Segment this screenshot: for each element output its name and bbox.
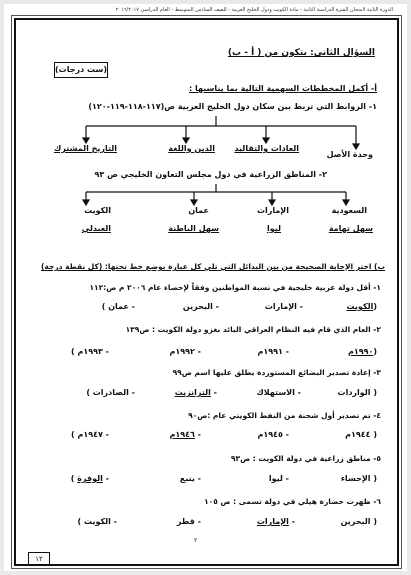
mcq-question: ٦- ظهرت حضارة هيلي في دولة تسمى : ص ١٠٥ [204,497,381,506]
mcq-question: ٤- تم تصدير أول شحنة من النفط الكويتي عام :ص٩٠ [188,411,381,420]
part-a-heading: أ- أكمل المخططات السهمية التالية بما يناسبها : [188,84,377,93]
exam-page [4,4,407,571]
mcq-option: - الصادرات ) [86,388,135,397]
mcq-option: - ينبع [179,474,201,483]
mcq-option: - ١٩٩١م [257,347,289,356]
mcq-option: - الإمارات [264,302,303,311]
mcq-option: - الترانزيت [174,388,217,397]
mcq-option: - البحرين [182,302,219,311]
mcq-option: - الوفرة ) [70,474,109,483]
d2-answer-oman: سهل الباطنة [168,224,219,233]
mcq-question: ١- أقل دولة عربية خليجية في نسبة المواطنين وفقاً لإحصاء عام ٢٠٠٦ م ص:١١٢ [89,283,381,292]
mcq-question: ٥- مناطق زراعية في دولة الكويت : ص٩٣ [230,454,381,463]
d2-country-kuwait: الكويت [84,206,111,215]
question-title: السؤال الثاني: يتكون من ( أ - ب) [227,48,375,58]
mcq-option: - الإمارات [256,517,295,526]
diagram2-title: ٢- المناطق الزراعية في دول مجلس التعاون الخليجي ص ٩٣ [94,170,327,179]
page-box: ١٢ [28,552,50,566]
mcq-option: ( الإحساء [340,474,377,483]
mcq-option: - ١٩٤٥م [257,430,289,439]
mcq-option: - ١٩٤٧م ) [71,430,109,439]
d2-country-saudi: السعودية [331,206,367,215]
mcq-option: ( ١٩٤٤م [345,430,377,439]
d2-country-oman: عمان [188,206,209,215]
mcq-option: - ١٩٩٣م ) [71,347,109,356]
diagram1-title: ١- الروابط التي تربط بين سكان دول الخليج العربية ص(١١٧-١١٨-١١٩-١٢٠) [88,102,377,111]
part-b-heading: ب) اختر الإجابة الصحيحة من بين البدائل التي تلي كل عبارة بوضع خط تحتها: (كل نقطة درجة) [40,262,385,271]
d1-item-religion: الدين واللغة [168,144,215,153]
d2-country-uae: الإمارات [256,206,289,215]
mcq-option: - الكويت ) [77,517,117,526]
mcq-option: - ١٩٤٦م [169,430,201,439]
mcq-option: (١٩٩٠م [347,347,377,356]
page-header: الدورة الثانية لامتحان الفترة الدراسية الثانية - مادة الكويت ودول الخليج العربية - للصف السادس المتوسط - العام الدراسي ٢٠١٦/٢٠١٧ [115,7,393,13]
mcq-question: ٣- إعادة تصدير البضائع المستوردة يطلق عليها اسم ص٩٩ [172,368,381,377]
mcq-option: ( الواردات [337,388,377,397]
d1-item-history: التاريخ المشترك [54,144,117,153]
mcq-option: - ١٩٩٢م [169,347,201,356]
mcq-question: ٢- العام الذي قام فيه النظام العراقي البائد بغزو دولة الكويت : ص١٣٩ [125,325,381,334]
mcq-option: - ليوا [268,474,289,483]
d1-item-origin: وحدة الأصل [326,150,373,159]
d2-answer-saudi: سهل تهامة [328,224,373,233]
mcq-option: - الاستهلاك [256,388,301,397]
mcq-option: (الكويت [346,302,377,311]
d2-answer-kuwait: العبدلي [81,224,111,233]
score-box: (ست درجات) [54,62,108,78]
d1-item-customs: العادات والتقاليد [234,144,299,153]
mcq-option: - عمان ) [101,302,135,311]
mcq-option: - قطر [176,517,201,526]
d2-answer-uae: ليوا [266,224,281,233]
mcq-option: ( البحرين [340,517,377,526]
page-number: ٢ [194,537,198,544]
